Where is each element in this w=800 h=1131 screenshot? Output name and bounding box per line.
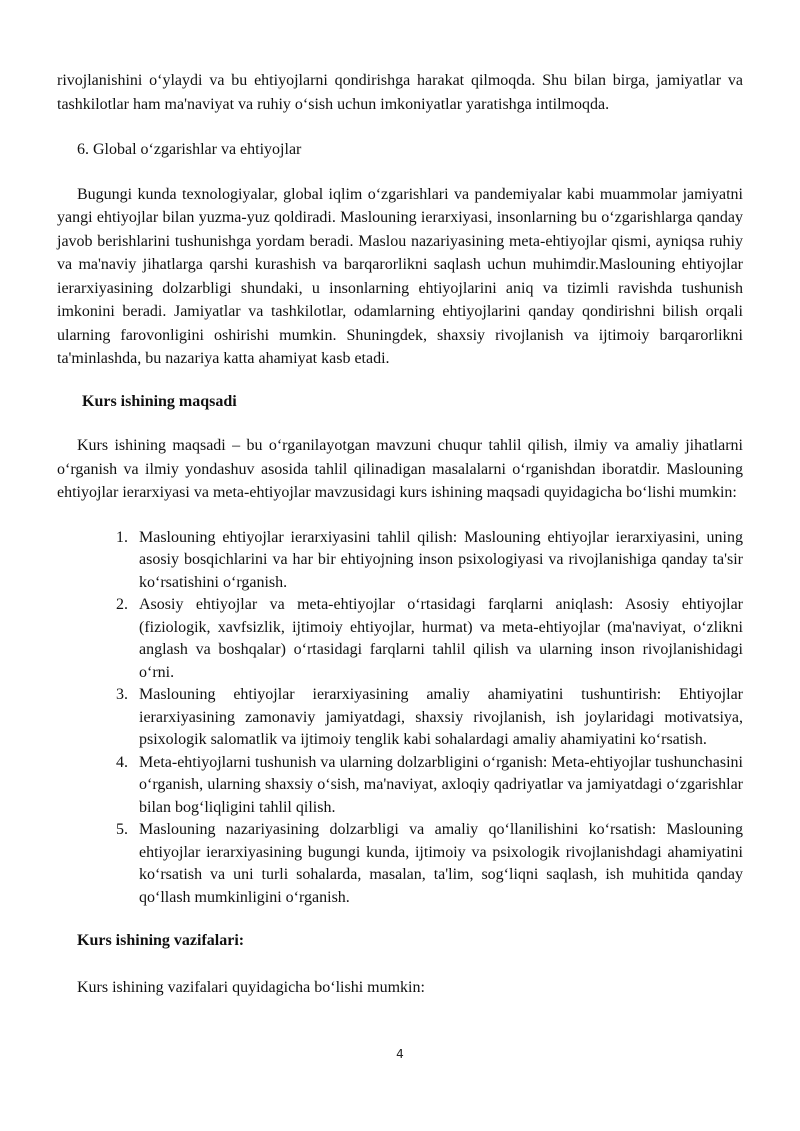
list-item-text: Maslouning ehtiyojlar ierarxiyasining amaliy ahamiyatini tushuntirish: Ehtiyojlar ierarxiyasining zamonaviy jamiyatdagi, shaxsiy rivojlanish, ish joylaridagi motivatsiya, psixologik salomatlik va ijtimoiy tenglik kabi sohalardagi amaliy ahamiyatini ko‘rsatish. [139, 686, 743, 748]
paragraph-continuation: rivojlanishini o‘ylaydi va bu ehtiyojlarni qondirishga harakat qilmoqda. Shu bilan birga, jamiyatlar va tashkilotlar ham ma'naviyat va ruhiy o‘sish uchun imkoniyatlar yaratishga intilmoqda. [57, 72, 743, 113]
list-item-text: Maslouning nazariyasining dolzarbligi va amaliy qo‘llanilishini ko‘rsatish: Maslouning ehtiyojlar ierarxiyasining bugungi kunda, ijtimoiy va psixologik rivojlanishdagi ahamiyatini ko‘rsatish va uni turli sohalarda, masalan, ta'lim, sog‘liqni saqlash, ish muhitida qanday qo‘llash mumkinligini o‘rganish. [139, 821, 743, 906]
list-item-text: Asosiy ehtiyojlar va meta-ehtiyojlar o‘rtasidagi farqlarni aniqlash: Asosiy ehtiyojlar (fiziologik, xavfsizlik, ijtimoiy ehtiyojlar, hurmat) va meta-ehtiyojlar (ma'naviyat, o‘zlikni anglash va boshqalar) o‘rtasidagi farqlarni tahlil qilish va ularning inson rivojlanishidagi o‘rni. [139, 596, 743, 681]
list-item [116, 684, 743, 752]
list-item-number: 2. [116, 596, 128, 613]
list-item-text: Meta-ehtiyojlarni tushunish va ularning dolzarbligini o‘rganish: Meta-ehtiyojlar tushunchasini o‘rganish, ularning shaxsiy o‘sish, ma'naviyat, axloqiy qadriyatlar va jamiyatdagi o‘zgarishlar bilan bog‘liqligini tahlil qilish. [139, 753, 743, 816]
list-item [116, 819, 743, 909]
list-item-number: 4. [116, 753, 128, 771]
heading-course-goal: Kurs ishining maqsadi [82, 392, 237, 410]
paragraph-global-changes: Bugungi kunda texnologiyalar, global iqlim o‘zgarishlari va pandemiyalar kabi muammolar jamiyatni yangi ehtiyojlar bilan yuzma-yuz qoldiradi. Maslouning ierarxiyasi, insonlarning bu o‘zgarishlarga qanday javob berishlarini tushunishga yordam beradi. Maslou nazariyasining meta-ehtiyojlar qismi, ayniqsa ruhiy va ma'naviy jihatlarga qarshi kurashish va barqarorlikni saqlash uchun muhimdir.Maslouning ehtiyojlar ierarxiyasining dolzarbligi shundaki, u insonlarning ehtiyojlarini aniq va tizimli ravishda tushunish imkonini beradi. Jamiyatlar va tashkilotlar, odamlarning ehtiyojlarini qanday qondirishni bilish orqali ularning farovonligini oshirishi mumkin. Shuningdek, shaxsiy rivojlanish va ijtimoiy barqarorlikni ta'minlashda, bu nazariya katta ahamiyat kasb etadi. [57, 185, 743, 367]
page-number: 4 [396, 1047, 404, 1061]
heading-course-tasks: Kurs ishining vazifalari: [77, 932, 245, 949]
list-item [116, 527, 743, 595]
goals-list [57, 527, 743, 910]
list-item-number: 5. [116, 821, 128, 838]
document-page [57, 69, 743, 999]
list-item [116, 594, 743, 684]
paragraph-course-tasks: Kurs ishining vazifalari quyidagicha bo‘lishi mumkin: [77, 978, 425, 996]
list-item [116, 752, 743, 820]
list-item-number: 1. [116, 528, 128, 546]
list-item-number: 3. [116, 686, 128, 703]
list-item-text: Maslouning ehtiyojlar ierarxiyasini tahlil qilish: Maslouning ehtiyojlar ierarxiyasini, uning asosiy bosqichlarini va har bir ehtiyojning inson psixologiyasi va rivojlanishiga qanday ta'sir ko‘rsatishini o‘rganish. [139, 528, 743, 591]
section-heading-global-changes: 6. Global o‘zgarishlar va ehtiyojlar [77, 141, 302, 158]
paragraph-course-goal: Kurs ishining maqsadi – bu o‘rganilayotgan mavzuni chuqur tahlil qilish, ilmiy va amaliy jihatlarni o‘rganish va ilmiy yondashuv asosida tahlil qilinadigan masalalarni o‘rganishdan iboratdir. Maslouning ehtiyojlar ierarxiyasi va meta-ehtiyojlar mavzusidagi kurs ishining maqsadi quyidagicha bo‘lishi mumkin: [57, 437, 743, 501]
